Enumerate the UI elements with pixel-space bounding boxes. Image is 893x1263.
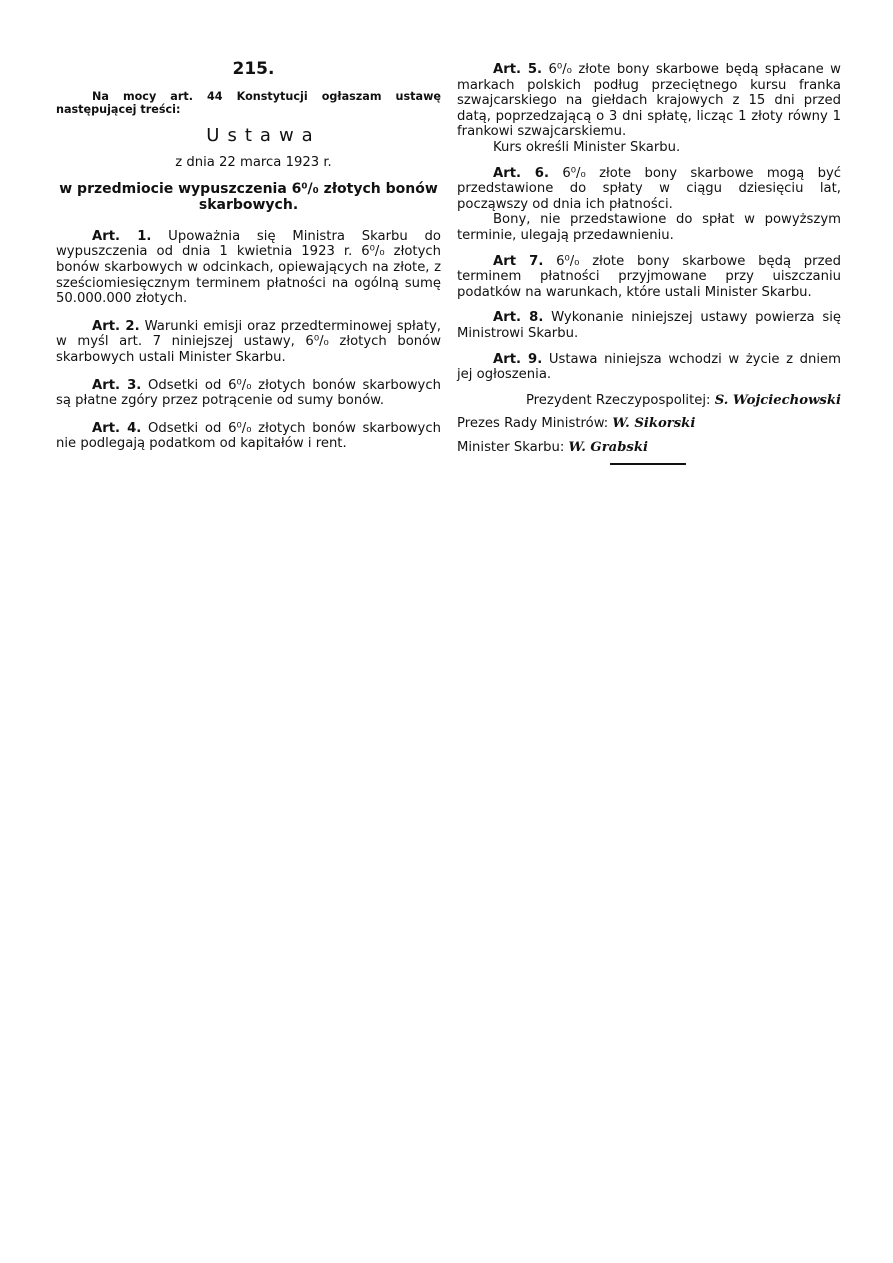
article-6 — [457, 166, 841, 244]
article-label: Art. 2. — [92, 318, 140, 334]
act-subject: w przedmiocie wypuszczenia 6⁰/₀ złotych bonów skarbowych. — [59, 180, 438, 213]
article-5 — [457, 62, 841, 156]
article-label: Art. 6. — [493, 165, 549, 181]
article-text: Wykonanie niniejszej ustawy powierza się Ministrowi Skarbu. — [457, 310, 841, 341]
article-label: Art. 9. — [493, 351, 543, 367]
signature-name: W. Grabski — [568, 439, 648, 455]
article-label: Art. 5. — [493, 62, 543, 77]
signature-prime-minister — [457, 416, 841, 432]
article-3 — [56, 378, 441, 409]
act-date: z dnia 22 marca 1923 r. — [175, 155, 332, 171]
article-label: Art. 4. — [92, 420, 142, 436]
article-2 — [56, 319, 441, 366]
signature-role: Prezes Rady Ministrów: — [457, 416, 609, 432]
article-text: Ustawa niniejsza wchodzi w życie z dniem jej ogłoszenia. — [457, 351, 841, 383]
article-text: Odsetki od 6⁰/₀ złotych bonów skarbowych są płatne zgóry przez potrącenie od sumy bonów. — [56, 377, 441, 409]
article-label: Art. 3. — [92, 377, 142, 393]
left-column — [56, 59, 441, 464]
article-label: Art 7. — [493, 253, 544, 269]
article-text: 6⁰/₀ złote bony skarbowe będą spłacane w markach polskich podług przeciętnego kursu franka szwajcarskiego na giełdach krajowych z 15 dni przed datą, poprzedzającą o 3 dni spłatę, licząc 1 złoty równy 1 frankowi szwajcarskiemu. — [457, 62, 841, 140]
right-column — [457, 62, 841, 465]
signature-treasury-minister — [457, 440, 841, 456]
article-4 — [56, 421, 441, 452]
act-title: Ustawa — [206, 124, 321, 146]
article-text: Odsetki od 6⁰/₀ złotych bonów skarbowych nie podlegają podatkom od kapitałów i rent. — [56, 420, 441, 452]
promulgation-intro: Na mocy art. 44 Konstytucji ogłaszam ustawę następującej treści: — [56, 89, 441, 116]
article-extra: Kurs określi Minister Skarbu. — [493, 139, 681, 155]
act-number: 215. — [232, 59, 275, 79]
closing-rule — [610, 463, 686, 465]
article-9 — [457, 352, 841, 383]
signature-name: S. Wojciechowski — [714, 392, 841, 408]
article-extra: Bony, nie przedstawione do spłat w powyższym terminie, ulegają przedawnieniu. — [457, 212, 841, 243]
article-text: Upoważnia się Ministra Skarbu do wypuszczenia od dnia 1 kwietnia 1923 r. 6⁰/₀ złotych bonów skarbowych w odcinkach, opiewających na złote, z sześciomiesięcznym terminem płatności na ogólną sumę 50.000.000 złotych. — [56, 228, 441, 307]
signature-role: Prezydent Rzeczypospolitej: — [525, 392, 711, 408]
signature-president — [457, 393, 841, 409]
article-text: 6⁰/₀ złote bony skarbowe będą przed terminem płatności przyjmowane przy uiszczaniu podatków na warunkach, które ustali Minister Skarbu. — [457, 253, 841, 300]
article-7 — [457, 254, 841, 301]
article-8 — [457, 310, 841, 341]
article-1 — [56, 229, 441, 307]
article-label: Art. 8. — [493, 310, 544, 326]
article-text: Warunki emisji oraz przedterminowej spłaty, w myśl art. 7 niniejszej ustawy, 6⁰/₀ złotych bonów skarbowych ustali Minister Skarbu. — [56, 318, 441, 365]
article-text: 6⁰/₀ złote bony skarbowe mogą być przedstawione do spłaty w ciągu dziesięciu lat, począwszy od dnia ich płatności. — [457, 165, 841, 212]
article-label: Art. 1. — [92, 228, 152, 244]
signature-name: W. Sikorski — [612, 416, 696, 432]
signature-role: Minister Skarbu: — [457, 439, 565, 455]
